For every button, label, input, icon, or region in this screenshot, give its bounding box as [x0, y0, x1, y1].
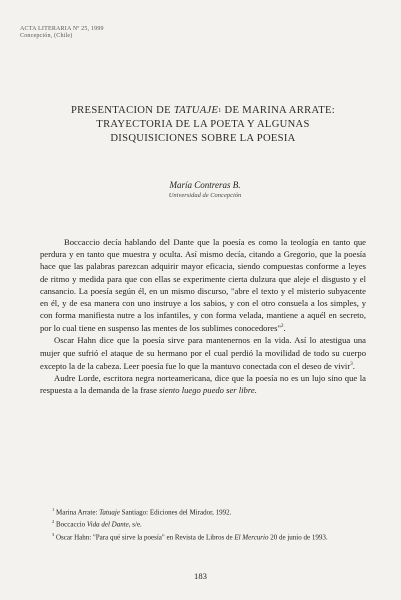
journal-location: Concepción, (Chile) — [20, 33, 73, 39]
paragraph-hahn: Oscar Hahn dice que la poesía sirve para mantenernos en la vida. Así lo atestigua una mujer que sufrió el ataque de su hermano por el cual perdió la movilidad de todo su cuerpo excepto la de la cabeza. Leer poesía fue lo que la mantuvo conectada con el deseo de vivir$^3$. — [40, 335, 366, 371]
title-footnote-mark: 1 — [218, 108, 222, 114]
title-line-3: DISQUISICIONES SOBRE LA POESIA — [110, 133, 296, 144]
footnote-2: $^2$ Boccaccio Vida del Dante, s/e. — [52, 519, 142, 529]
footnote-ref-3: 3 — [350, 361, 353, 367]
article-body — [40, 236, 366, 396]
footnotes — [40, 505, 366, 542]
footnote-ref-2: 2 — [280, 324, 284, 330]
title-line-2: TRAYECTORIA DE LA POETA Y ALGUNAS — [96, 119, 310, 130]
paragraph-boccaccio: Boccaccio decía hablando del Dante que la poesía es como la teología en tanto que perdura y en tanto que muestra y oculta. Así mismo decía, citando a Gregorio, que la poesía hace que las palabras parezcan adquirir mayor eficacia, siendo compuestas conforme a leyes de ritmo y medida para que con ellas se experimente cierta dulzura que aleje el disgusto y el cansancio. La poesía según él, en un mismo discurso, "abre el texto y el misterio subyacente en él, y de esa manera con uno instruye a los sabios, y con el otro consuela a los simples, y con forma manifiesta nutre a los infantiles, y con forma velada, mantiene a aquél en secreto, por lo cual tiene en suspenso las mentes de los sublimes conocedores"$^2$. — [40, 237, 366, 334]
author-name: María Contreras B. — [169, 180, 241, 190]
journal-header — [20, 26, 104, 40]
page-number: 183 — [194, 571, 207, 581]
author-affiliation: Universidad de Concepción — [168, 192, 242, 199]
title-work-name: TATUAJE — [173, 105, 219, 116]
article-title — [40, 104, 366, 146]
footnote-3: $^3$ Oscar Hahn: "Para qué sirve la poesía" en Revista de Libros de El Mercurio 20 de junio de 1993. — [52, 531, 328, 541]
title-line-1: PRESENTACION DE TATUAJE$^1$ DE MARINA ARRATE: — [70, 105, 336, 116]
footnote-1: $^1$ Marina Arrate: Tatuaje Santiago: Ediciones del Mirador, 1992. — [52, 507, 232, 517]
journal-name: ACTA LITERARIA Nº 25, 1999 — [20, 26, 104, 32]
paragraph-lorde: Audre Lorde, escritora negra norteamericana, dice que la poesía no es un lujo sino que la respuesta a la demanda de la frase siento luego puedo ser libre. — [40, 372, 366, 396]
